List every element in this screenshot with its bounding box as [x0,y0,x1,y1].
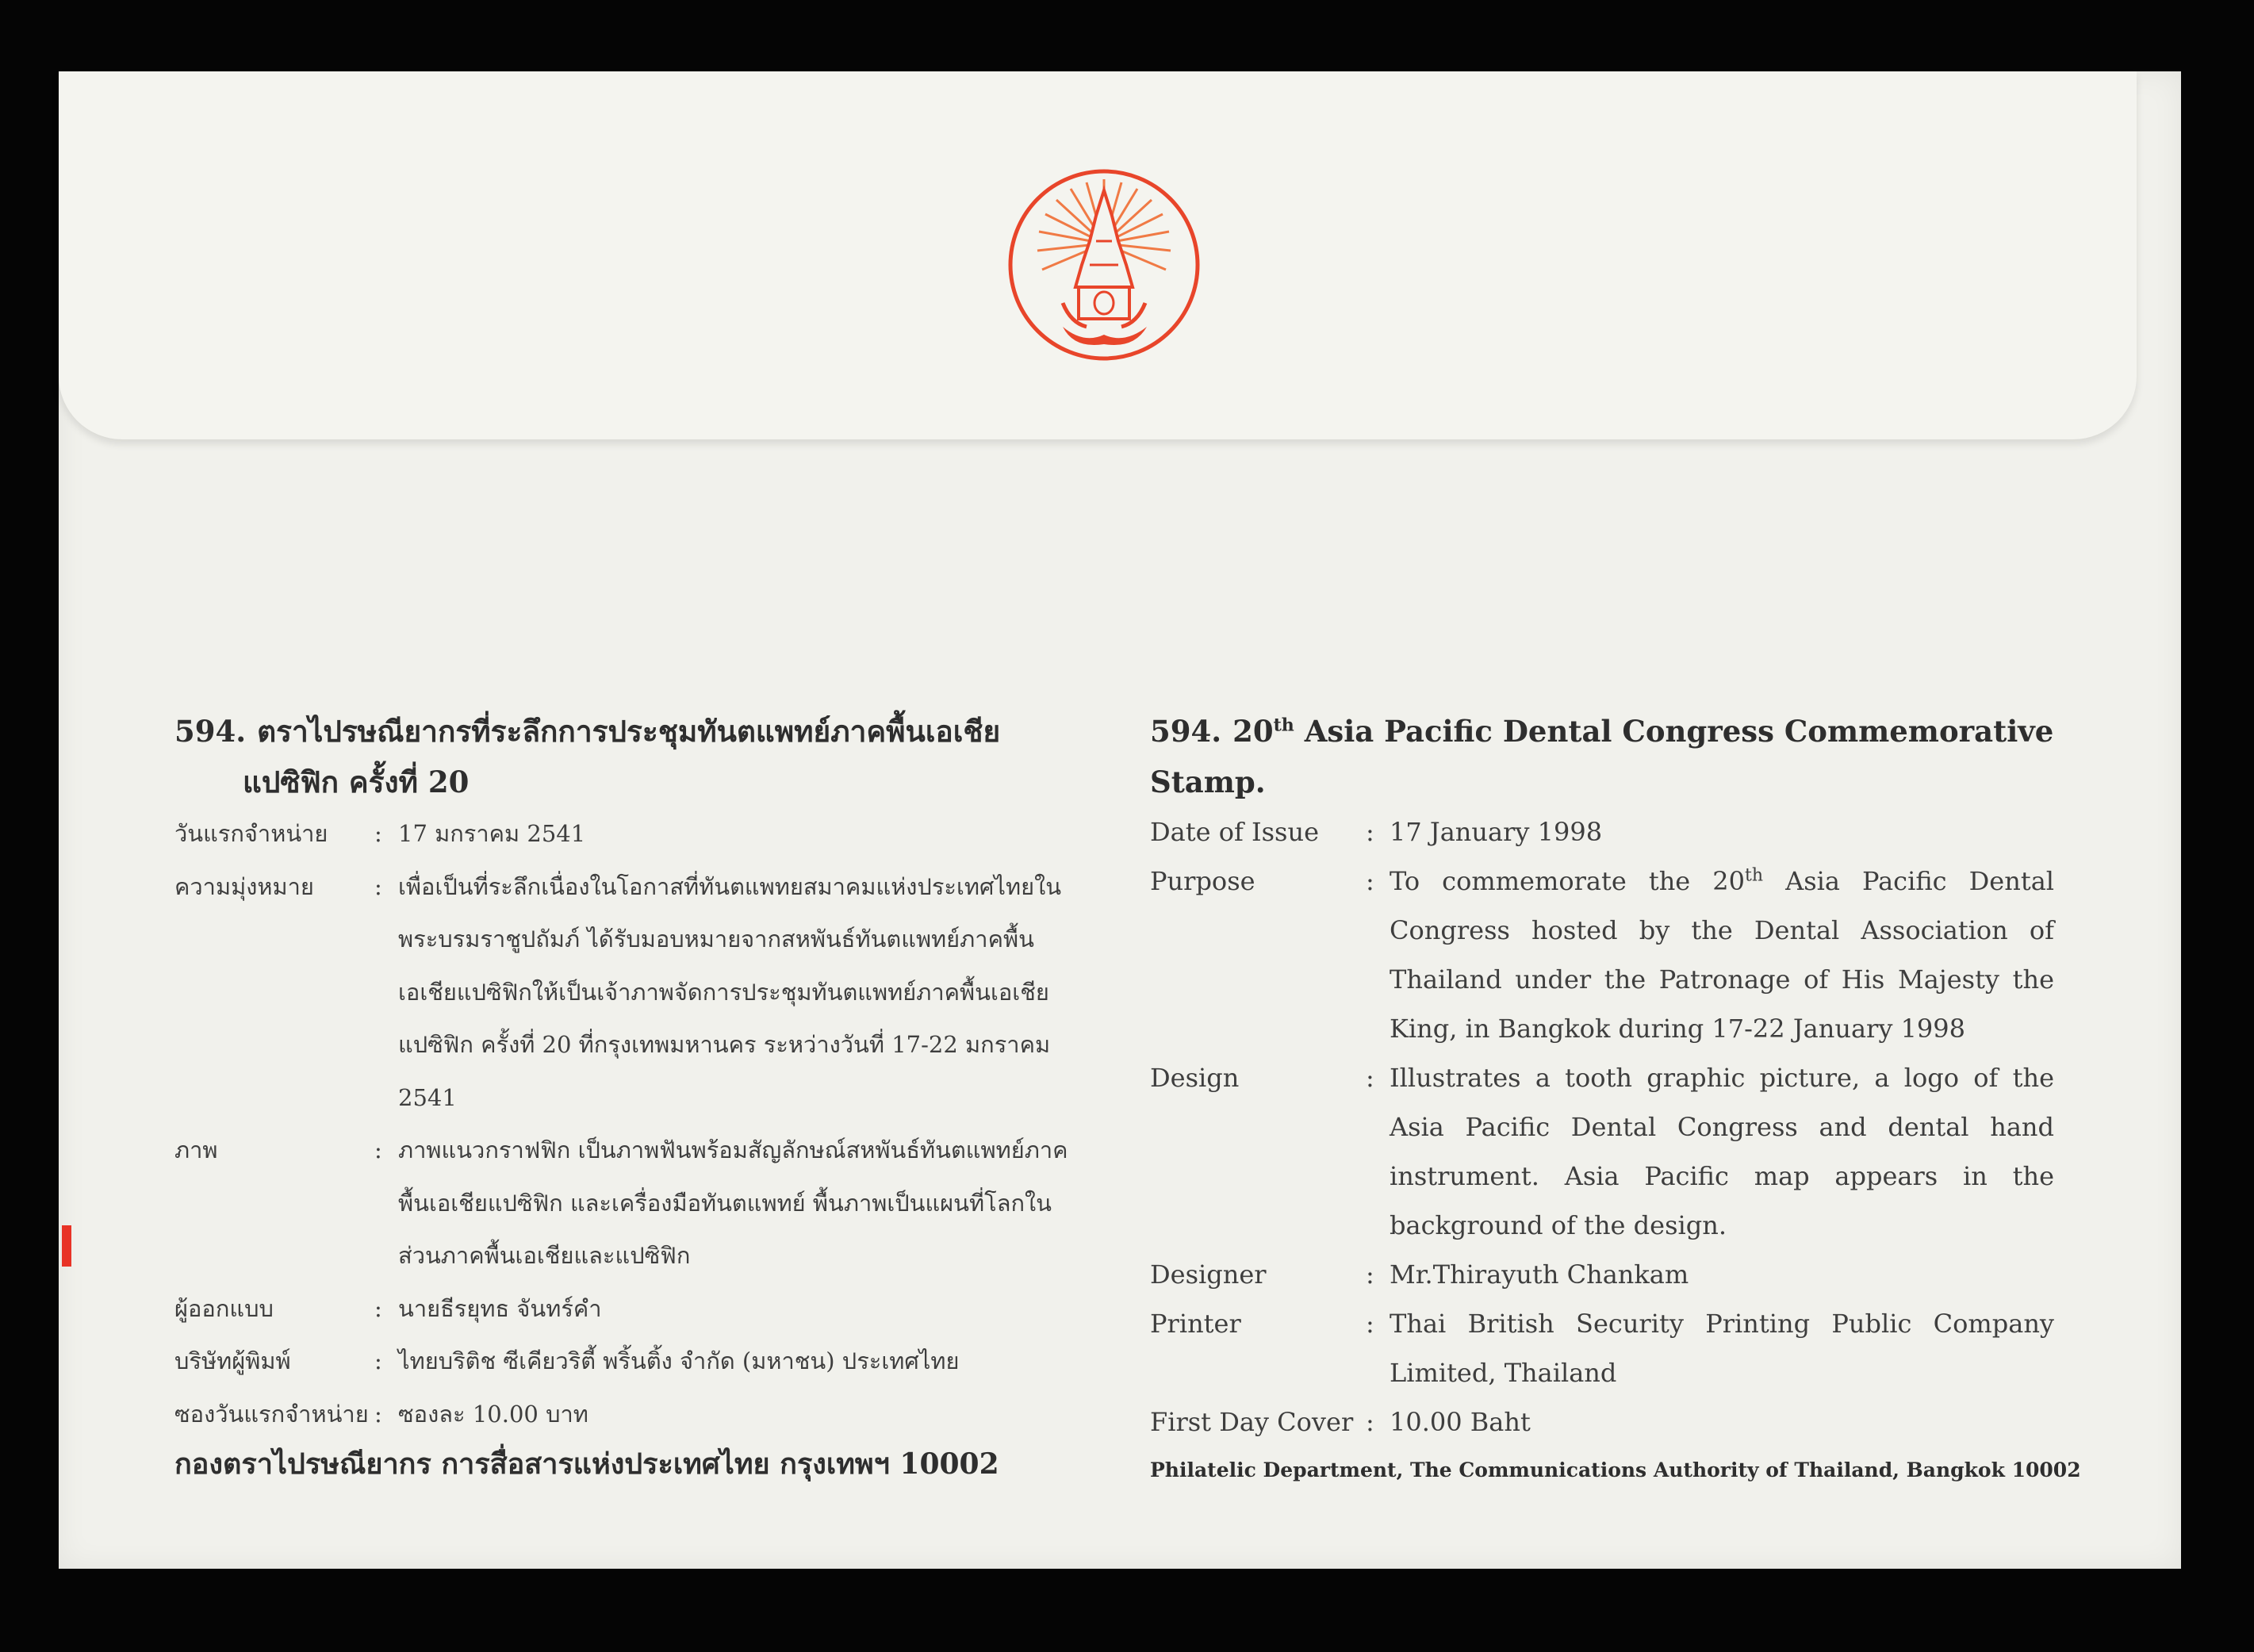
thai-row-designer [174,1282,1110,1336]
colon: : [374,1294,382,1322]
english-row-fdc [1150,1397,2054,1447]
thai-row-purpose [174,860,1110,1125]
thai-value [398,1335,1110,1388]
red-edge-mark [62,1225,71,1267]
thai-label: วันแรกจำหน่าย [174,820,328,847]
thai-value-line: ส่วนภาคพื้นเอเชียและแปซิฟิก [398,1242,691,1269]
thai-label: ผู้ออกแบบ [174,1294,274,1322]
thai-value-line: เพื่อเป็นที่ระลึกเนื่องในโอกาสที่ทันตแพทยสมาคมแห่งประเทศไทยใน [398,872,1062,900]
english-label: Printer [1150,1309,1241,1339]
colon: : [1366,1407,1374,1437]
colon: : [374,1136,382,1163]
english-row-purpose [1150,857,2054,1053]
thai-label: บริษัทผู้พิมพ์ [174,1347,291,1374]
english-description [1150,706,2081,1494]
english-heading-sup: th [1273,715,1294,736]
purpose-post: Asia Pacific Dental Congress hosted by the Dental Association of Thailand under the Patronage of His Majesty the King, in Bangkok during 17-22 January 1998 [1390,866,2055,1044]
english-row-printer [1150,1299,2054,1397]
english-label: Design [1150,1063,1240,1093]
english-label: Designer [1150,1259,1267,1290]
purpose-sup: th [1745,865,1764,886]
english-value: 10.00 Baht [1390,1407,1531,1437]
english-value [1390,857,2054,1053]
thai-value [398,860,1110,1125]
thai-value-line: 17 มกราคม 2541 [398,820,586,847]
english-heading-rest: Asia Pacific Dental Congress Commemorative Stamp. [1150,714,2054,799]
english-row-design [1150,1053,2054,1250]
thai-label: ภาพ [174,1136,218,1163]
crown-emblem-icon [1007,168,1201,362]
thai-label: ความมุ่งหมาย [174,872,314,900]
purpose-pre: To commemorate the 20 [1390,866,1746,896]
english-heading-ordinal: 20 [1232,714,1274,749]
thai-row-design [174,1124,1110,1282]
english-label: Date of Issue [1150,817,1320,847]
thai-label: ซองวันแรกจำหน่าย [174,1400,369,1428]
thai-footer: กองตราไปรษณียากร การสื่อสารแห่งประเทศไทย กรุงเทพฯ 10002 [174,1447,999,1481]
thai-value-line: เอเชียแปซิฟิกให้เป็นเจ้าภาพจัดการประชุมทันตแพทย์ภาคพื้นเอเชีย [398,978,1049,1006]
thai-heading-line1: ตราไปรษณียากรที่ระลึกการประชุมทันตแพทย์ภาคพื้นเอเชีย [257,714,1001,749]
english-label: Purpose [1150,866,1255,896]
thai-value-line: ภาพแนวกราฟฟิก เป็นภาพฟันพร้อมสัญลักษณ์สหพันธ์ทันตแพทย์ภาค [398,1136,1068,1163]
colon: : [1366,1259,1374,1290]
thai-heading-number: 594. [174,714,247,749]
english-row-date [1150,807,2054,857]
thai-value [398,1124,1110,1282]
colon: : [374,1400,382,1428]
thai-row-fdc [174,1388,1110,1441]
thai-description [174,706,1110,1488]
english-value: 17 January 1998 [1390,817,1603,847]
thai-value-line: ไทยบริติช ซีเคียวริตี้ พริ้นติ้ง จำกัด (มหาชน) ประเทศไทย [398,1347,960,1374]
thai-value [398,1388,1110,1441]
thai-row-printer [174,1335,1110,1388]
colon: : [374,820,382,847]
english-value: Mr.Thirayuth Chankam [1390,1259,1689,1290]
thai-value [398,807,1110,860]
colon: : [1366,817,1374,847]
thai-value-line: พื้นเอเชียแปซิฟิก และเครื่องมือทันตแพทย์ พื้นภาพเป็นแผนที่โลกใน [398,1189,1052,1217]
thai-row-issue-date [174,807,1110,860]
colon: : [1366,1309,1374,1339]
colon: : [374,1347,382,1374]
colon: : [1366,866,1374,896]
thai-value-line: พระบรมราชูปถัมภ์ ได้รับมอบหมายจากสหพันธ์ทันตแพทย์ภาคพื้น [398,926,1034,952]
thai-value-line: นายธีรยุทธ จันทร์คำ [398,1294,602,1322]
english-row-designer [1150,1250,2054,1299]
thai-value [398,1282,1110,1336]
english-value: Illustrates a tooth graphic picture, a logo of the Asia Pacific Dental Congress and dental hand instrument. Asia Pacific map appears in the background of the design. [1390,1063,2054,1240]
english-heading [1150,706,2054,807]
english-footer: Philatelic Department, The Communications Authority of Thailand, Bangkok 10002 [1150,1458,2081,1481]
thai-heading-line2: แปซิฟิก ครั้งที่ 20 [243,765,470,799]
english-heading-number: 594. [1150,714,1222,749]
english-label: First Day Cover [1150,1407,1354,1437]
thai-heading [174,706,1110,807]
colon: : [374,872,382,900]
thai-value-line: ซองละ 10.00 บาท [398,1400,588,1428]
thai-value-line: แปซิฟิก ครั้งที่ 20 ที่กรุงเทพมหานคร ระหว่างวันที่ 17-22 มกราคม 2541 [398,1031,1051,1111]
colon: : [1366,1063,1374,1093]
english-value: Thai British Security Printing Public Company Limited, Thailand [1390,1309,2054,1388]
